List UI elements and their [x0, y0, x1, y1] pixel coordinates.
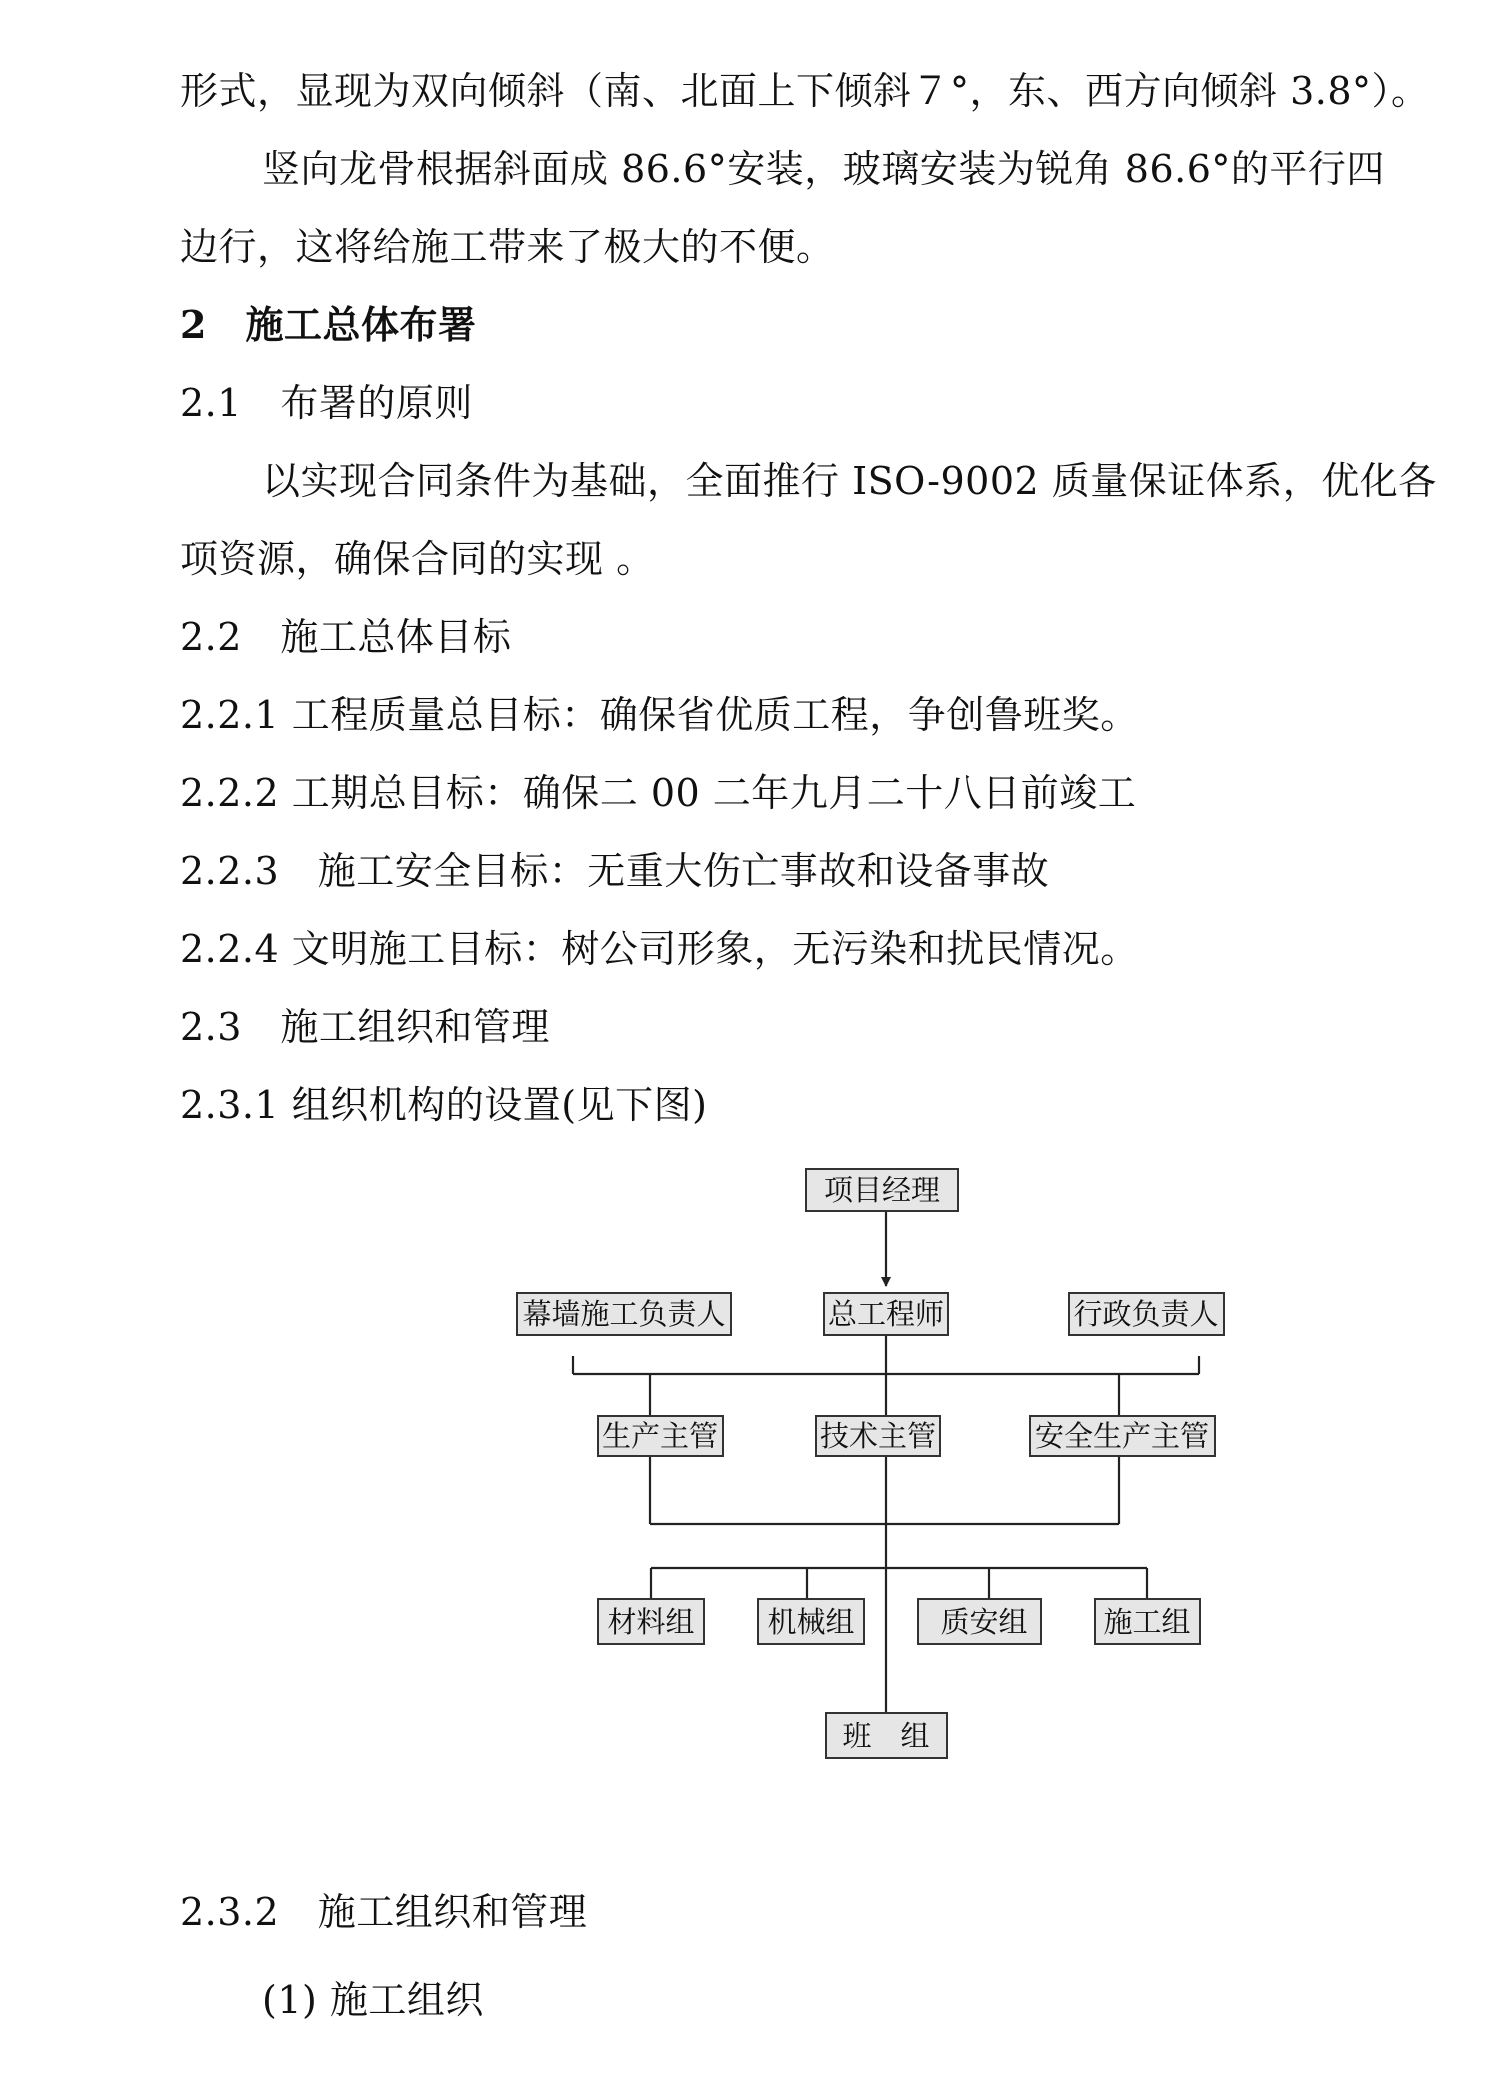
org-label: 材料组	[607, 1605, 695, 1639]
org-box-construction-group	[1095, 1599, 1200, 1644]
org-box-curtain-wall-lead	[517, 1293, 731, 1335]
paragraph-line: 项资源，确保合同的实现 。	[180, 537, 655, 581]
paragraph-line: 以实现合同条件为基础，全面推行 ISO-9002 质量保证体系，优化各	[262, 459, 1437, 503]
org-box-technical-supervisor	[816, 1416, 940, 1456]
goal-item: 2.2.2 工期总目标：确保二 00 二年九月二十八日前竣工	[180, 771, 1137, 815]
org-box-production-supervisor	[598, 1416, 723, 1456]
org-label: 生产主管	[601, 1419, 719, 1453]
org-box-machinery-group	[758, 1599, 864, 1644]
goal-item: 2.2.3 施工安全目标：无重大伤亡事故和设备事故	[180, 849, 1050, 893]
subsection-heading: 2.2 施工总体目标	[180, 615, 512, 659]
org-label: 技术主管	[819, 1419, 937, 1453]
org-label: 质安组	[940, 1605, 1028, 1639]
org-label: 安全生产主管	[1034, 1419, 1210, 1453]
goal-item: 2.2.4 文明施工目标：树公司形象，无污染和扰民情况。	[180, 927, 1139, 971]
subsection-heading: 2.1 布署的原则	[180, 381, 473, 425]
subsection-heading: 2.3 施工组织和管理	[180, 1005, 550, 1049]
subsection-heading: 2.3.1 组织机构的设置(见下图)	[180, 1083, 708, 1127]
org-box-admin-lead	[1069, 1293, 1224, 1335]
section-heading: 2 施工总体布署	[180, 302, 477, 347]
org-box-quality-safety-group	[918, 1599, 1041, 1644]
org-label: 施工组	[1103, 1605, 1191, 1639]
org-box-materials-group	[598, 1599, 704, 1644]
paragraph-line: 形式，显现为双向倾斜（南、北面上下倾斜７°，东、西方向倾斜 3.8°）。	[180, 69, 1430, 113]
org-label: 总工程师	[827, 1297, 945, 1331]
org-label: 行政负责人	[1073, 1297, 1219, 1331]
org-label: 机械组	[767, 1605, 855, 1639]
org-box-chief-engineer	[824, 1293, 948, 1335]
org-box-safety-supervisor	[1030, 1416, 1215, 1456]
paragraph-line: 边行，这将给施工带来了极大的不便。	[180, 225, 835, 269]
goal-item: 2.2.1 工程质量总目标：确保省优质工程，争创鲁班奖。	[180, 693, 1139, 737]
org-box-project-manager	[806, 1169, 958, 1211]
subsection-heading: 2.3.2 施工组织和管理	[180, 1890, 588, 1934]
org-connectors	[573, 1211, 1199, 1725]
org-label: 幕墙施工负责人	[522, 1297, 726, 1331]
paragraph-line: (1) 施工组织	[262, 1978, 484, 2022]
org-label: 班 组	[842, 1719, 930, 1753]
org-label: 项目经理	[823, 1173, 941, 1207]
paragraph-line: 竖向龙骨根据斜面成 86.6°安装，玻璃安装为锐角 86.6°的平行四	[262, 147, 1385, 191]
org-box-team-group	[826, 1713, 947, 1758]
